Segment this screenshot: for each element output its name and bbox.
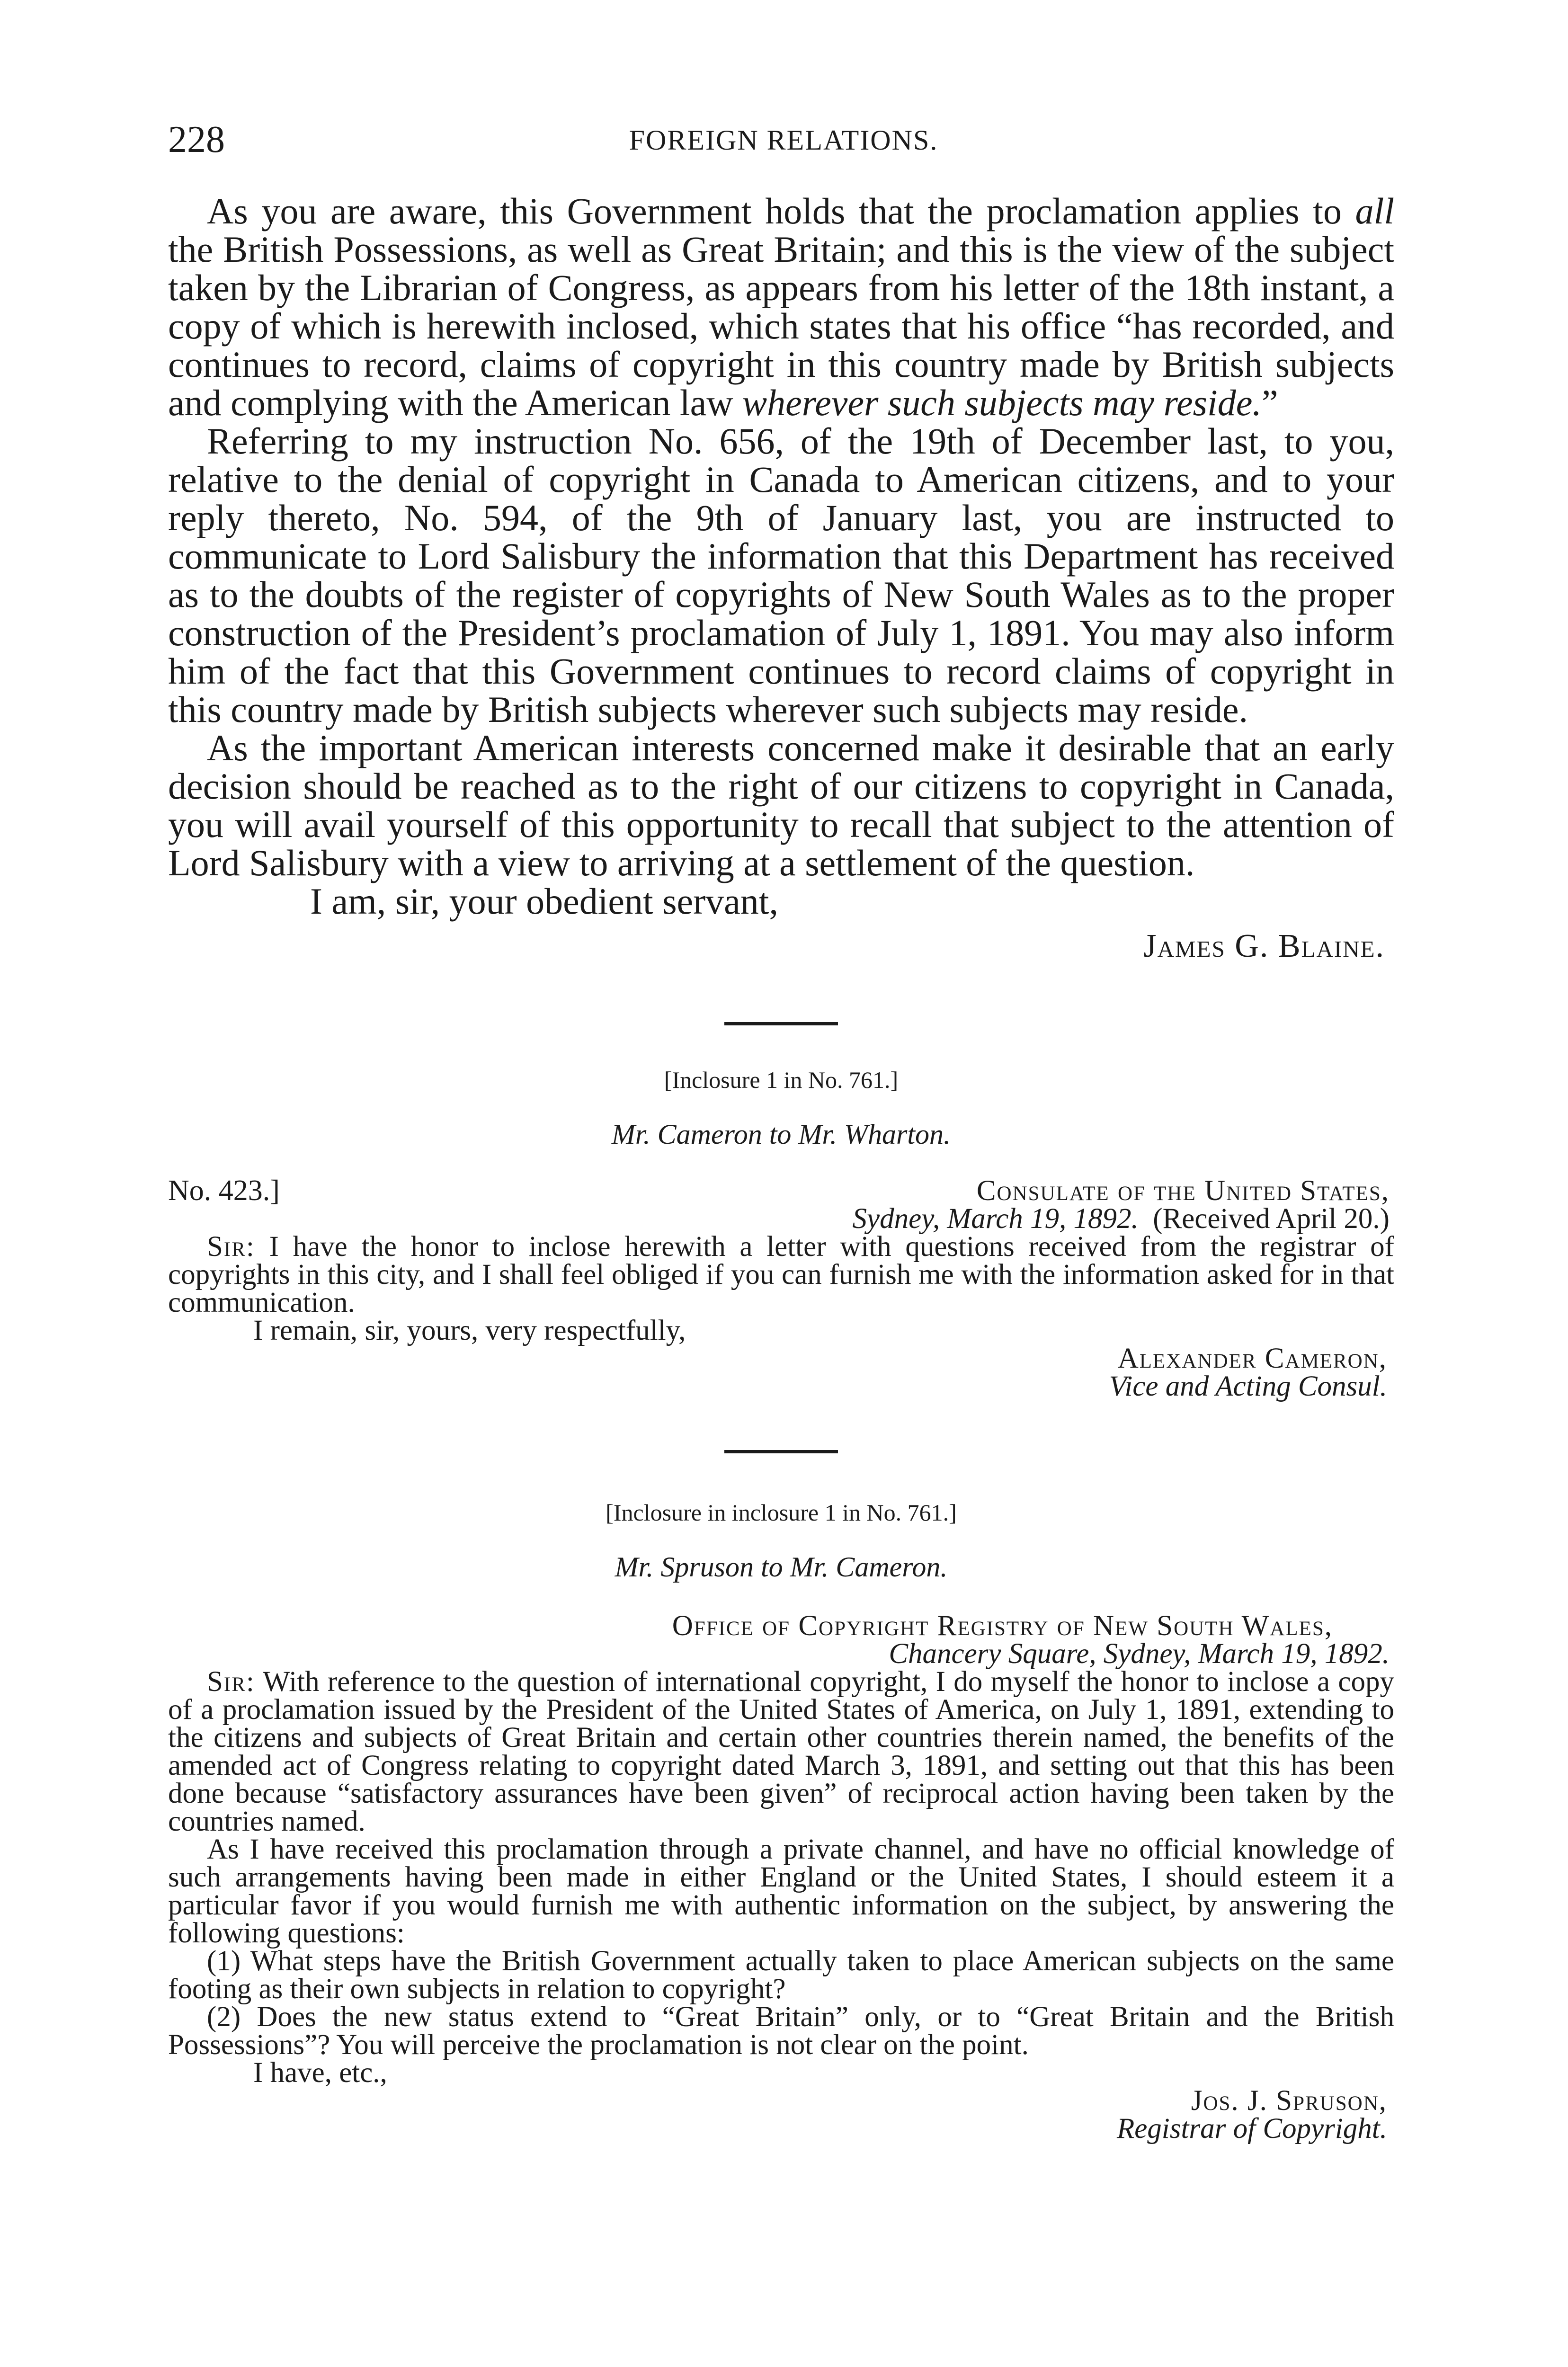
- signature-block: [168, 1344, 1394, 1400]
- signature: James G. Blaine.: [1143, 928, 1385, 964]
- signature-name: Jos. J. Spruson,: [1191, 2085, 1387, 2117]
- place-date-line: [853, 1205, 1390, 1233]
- inclosure-label: [Inclosure 1 in No. 761.]: [664, 1067, 899, 1093]
- closing: I have, etc.,: [253, 2057, 387, 2089]
- running-title: FOREIGN RELATIONS.: [629, 125, 938, 156]
- office-block: [168, 1612, 1394, 1668]
- signature-title: Vice and Acting Consul.: [1109, 1370, 1387, 1402]
- signature-title: Registrar of Copyright.: [1116, 2113, 1387, 2145]
- body-paragraph: [168, 1668, 1394, 1835]
- signature-name: Alexander Cameron,: [1117, 1343, 1387, 1374]
- body-paragraph: As I have received this proclamation through a private channel, and have no official knowledge of such arrangements having been made in either England or the United States, I should esteem it a particular favor if you would furnish me with authentic information on the subject, by answering the following questions:: [168, 1833, 1394, 1949]
- body-paragraph: [168, 1233, 1394, 1317]
- letter-heading: Mr. Cameron to Mr. Wharton.: [611, 1119, 951, 1150]
- signature-block: [168, 2087, 1394, 2143]
- inclosure-label: [Inclosure in inclosure 1 in No. 761.]: [606, 1499, 957, 1526]
- text-run: ”: [1261, 382, 1278, 423]
- inclosure-1: [168, 1066, 1394, 1400]
- question-2: (2) Does the new status extend to “Great Britain” only, or to “Great Britain and the British Possessions”? You will perceive the proclamation is not clear on the point.: [168, 2001, 1394, 2061]
- place-date: Sydney, March 19, 1892.: [852, 1203, 1139, 1235]
- paragraph-2: Referring to my instruction No. 656, of the 19th of December last, to you, relative to the denial of copyright in Canada to American citizens, and to your reply thereto, No. 594, of the 9th of January last, you are instructed to communicate to Lord Salisbury the information that this Department has received as to the doubts of the register of copyrights of New South Wales as to the proper construction of the President’s proclamation of July 1, 1891. You may also inform him of the fact that this Government continues to record claims of copyright in this country made by British subjects wherever such subjects may reside.: [168, 420, 1394, 730]
- paragraph-1: [168, 192, 1394, 422]
- emphasis: wherever such subjects may reside.: [742, 382, 1262, 423]
- text-run: the British Possessions, as well as Great Britain; and this is the view of the subject taken by the Librarian of Congress, as appears from his letter of the 18th instant, a copy of which is herewith inclosed, which states that his office “has recorded, and continues to record, claims of copyright in this country made by British subjects and complying with the American law: [168, 229, 1394, 423]
- text-run: As you are aware, this Government holds that the proclamation applies to: [207, 190, 1355, 231]
- office-name: Consulate of the United States,: [976, 1175, 1390, 1207]
- closing: I am, sir, your obedient servant,: [310, 881, 778, 922]
- letter-blaine: [168, 192, 1394, 965]
- paragraph-3: As the important American interests concerned make it desirable that an early decision should be reached as to the right of our citizens to copyright in Canada, you will avail yourself of this opportunity to recall that subject to the attention of Lord Salisbury with a view to arriving at a settlement of the question.: [168, 727, 1394, 883]
- question-1: (1) What steps have the British Government actually taken to place American subjects on the same footing as their own subjects in relation to copyright?: [168, 1945, 1394, 2005]
- closing: I remain, sir, yours, very respectfully,: [253, 1315, 686, 1346]
- body-text: I have the honor to inclose herewith a letter with questions received from the registrar of copyrights in this city, and I shall feel obliged if you can furnish me with the information asked for in that communication.: [168, 1231, 1394, 1318]
- page-number: 228: [168, 119, 225, 160]
- salutation: Sir:: [207, 1666, 255, 1698]
- emphasis: all: [1355, 190, 1394, 231]
- main-text: [168, 192, 1394, 2143]
- place-block: [853, 1177, 1394, 1233]
- dateline: [168, 1177, 1394, 1233]
- dispatch-number: No. 423.]: [168, 1175, 280, 1207]
- inclosure-2: [168, 1498, 1394, 2143]
- letter-heading: Mr. Spruson to Mr. Cameron.: [615, 1551, 948, 1583]
- section-divider: [724, 1450, 838, 1453]
- section-divider: [724, 1022, 838, 1025]
- salutation: Sir:: [207, 1231, 255, 1263]
- received-note: (Received April 20.): [1153, 1203, 1390, 1235]
- body-text: With reference to the question of international copyright, I do myself the honor to inclose a copy of a proclamation issued by the President of the United States of America, on July 1, 1891, extending to the citizens and subjects of Great Britain and certain other countries therein named, the benefits of the amended act of Congress relating to copyright dated March 3, 1891, and setting out that this has been done because “satisfactory assurances have been given” of reciprocal action having been taken by the countries named.: [168, 1666, 1394, 1837]
- place-date: Chancery Square, Sydney, March 19, 1892.: [889, 1638, 1390, 1670]
- page-header: [168, 118, 1399, 175]
- office-name: Office of Copyright Registry of New South Wales,: [672, 1610, 1333, 1642]
